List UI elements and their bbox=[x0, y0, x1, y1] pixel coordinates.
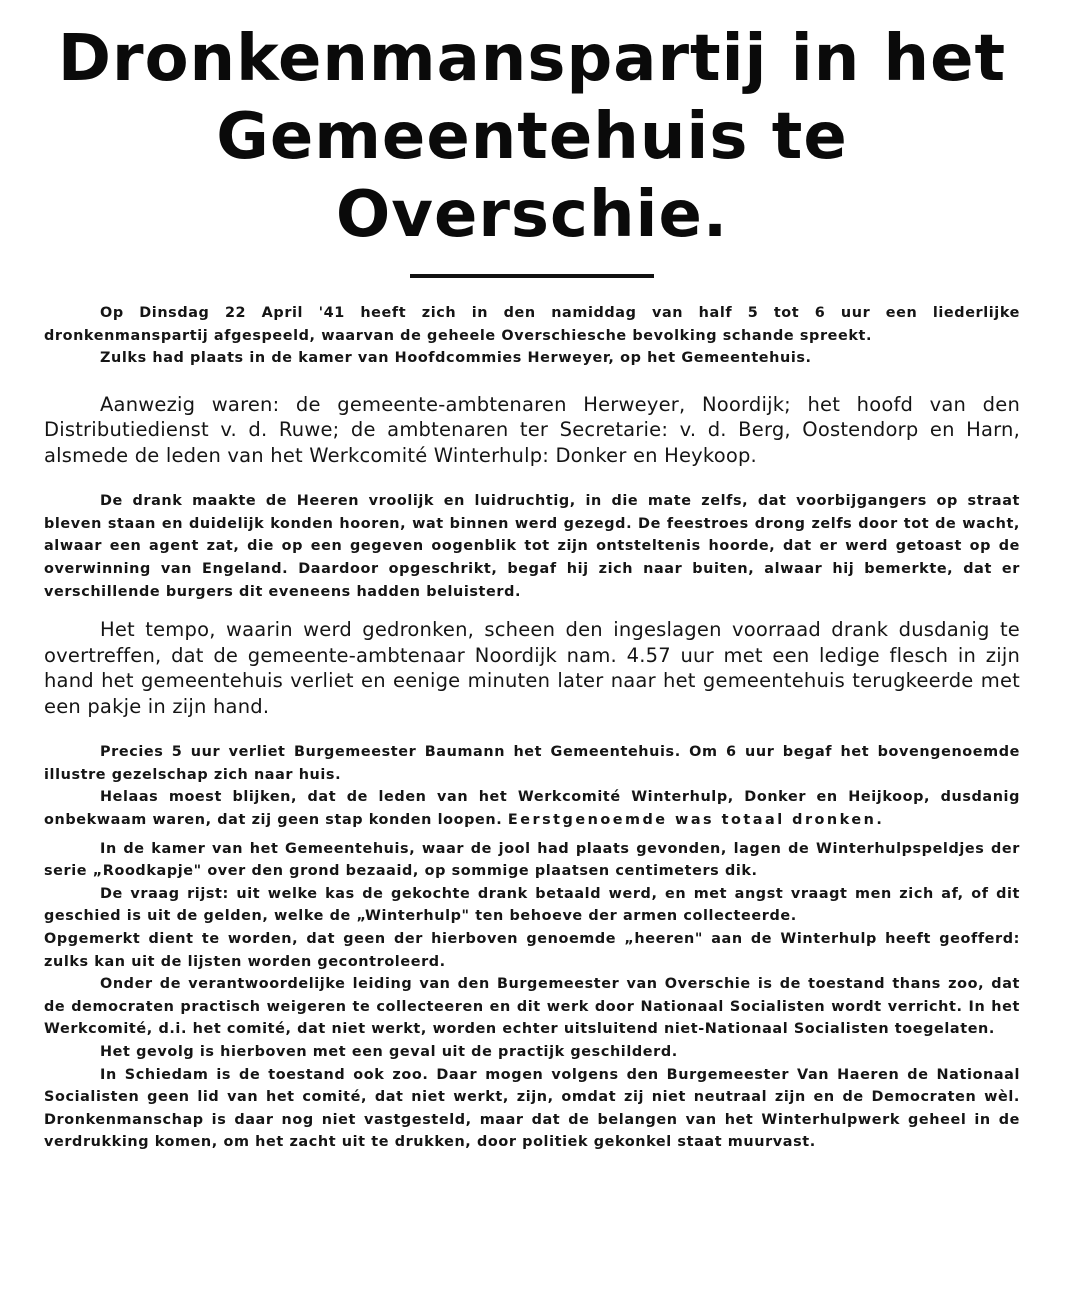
paragraph-tempo: Het tempo, waarin werd gedronken, scheen den ingeslagen voorraad drank dusdanig te overtreffen, dat de gemeente-ambtenaar Noordijk nam. 4.57 uur met een ledige flesch in zijn hand het gemeentehuis verliet en eenige minuten later naar het gemeentehuis terugkeerde met een pakje in zijn hand. bbox=[44, 618, 1020, 718]
paragraph-winterhulp-text: Helaas moest blijken, dat de leden van het Werkcomité Winterhulp, Donker en Heijkoop, dusdanig onbekwaam waren, dat zij geen stap konden loopen. bbox=[44, 789, 1020, 829]
paragraph-intro: Op Dinsdag 22 April '41 heeft zich in den namiddag van half 5 tot 6 uur een liederlijke dronkenmanspartij afgespeeld, waarvan de geheele Overschiesche bevolking schande spreekt. bbox=[44, 305, 1020, 344]
paragraph-schiedam: In Schiedam is de toestand ook zoo. Daar mogen volgens den Burgemeester Van Haeren de Nationaal Socialisten geen lid van het comité, dat niet werkt, zijn, omdat zij niet neutraal zijn en de Democraten wèl. Dronkenmanschap is daar nog niet vastgesteld, maar dat de belangen van het Winterhulpwerk geheel in de verdrukking komen, om het zacht uit te drukken, door politiek gekonkel staat muurvast. bbox=[44, 1066, 1020, 1151]
paragraph-leadership: Onder de verantwoordelijke leiding van den Burgemeester van Overschie is de toestand thans zoo, dat de democraten practisch weigeren te collecteeren en dit werk door Nationaal Socialisten wordt verricht. In het Werkcomité, d.i. het comité, dat niet werkt, worden echter uitsluitend niet-Nationaal Socialisten toegelaten. bbox=[44, 976, 1020, 1038]
paragraph-consequence: Het gevolg is hierboven met een geval uit de practijk geschilderd. bbox=[100, 1043, 678, 1060]
paragraph-question: De vraag rijst: uit welke kas de gekochte drank betaald werd, en met angst vraagt men zich af, of dit geschied is uit de gelden, welke de „Winterhulp" ten behoeve der armen collecteerde. bbox=[44, 885, 1020, 925]
headline-line-2: Gemeentehuis te Overschie. bbox=[216, 100, 848, 252]
headline-line-1: Dronkenmanspartij in het bbox=[57, 22, 1007, 96]
paragraph-location: Zulks had plaats in de kamer van Hoofdcommies Herweyer, op het Gemeentehuis. bbox=[100, 350, 812, 367]
article-body bbox=[44, 302, 1020, 1154]
paragraph-drunk-emphasis: Eerstgenoemde was totaal dronken. bbox=[507, 812, 885, 829]
headline bbox=[44, 20, 1020, 254]
paragraph-drink: De drank maakte de Heeren vroolijk en luidruchtig, in die mate zelfs, dat voorbijgangers op straat bleven staan en duidelijk konden hooren, wat binnen werd gezegd. De feestroes drong zelfs door tot de wacht, alwaar een agent zat, die op een gegeven oogenblik tot zijn ontsteltenis hoorde, dat er werd getoast op de overwinning van Engeland. Daardoor opgeschrikt, begaf hij zich naar buiten, alwaar hij bemerkte, dat er verschillende burgers dit eveneens hadden beluisterd. bbox=[44, 493, 1020, 600]
headline-rule bbox=[410, 274, 654, 278]
paragraph-mayor: Precies 5 uur verliet Burgemeester Baumann het Gemeentehuis. Om 6 uur begaf het bovengenoemde illustre gezelschap zich naar huis. bbox=[44, 744, 1020, 783]
paragraph-winterhulp-members bbox=[44, 786, 1020, 831]
newspaper-clipping bbox=[44, 20, 1020, 1300]
paragraph-noted: Opgemerkt dient te worden, dat geen der hierboven genoemde „heeren" aan de Winterhulp heeft geofferd: zulks kan uit de lijsten worden gecontroleerd. bbox=[44, 931, 1020, 970]
paragraph-room: In de kamer van het Gemeentehuis, waar de jool had plaats gevonden, lagen de Winterhulpspeldjes der serie „Roodkapje" over den grond bezaaid, op sommige plaatsen centimeters dik. bbox=[44, 840, 1020, 880]
paragraph-attendees: Aanwezig waren: de gemeente-ambtenaren Herweyer, Noordijk; het hoofd van den Distributiedienst v. d. Ruwe; de ambtenaren ter Secretarie: v. d. Berg, Oostendorp en Harn, alsmede de leden van het Werkcomité Winterhulp: Donker en Heykoop. bbox=[44, 392, 1020, 467]
